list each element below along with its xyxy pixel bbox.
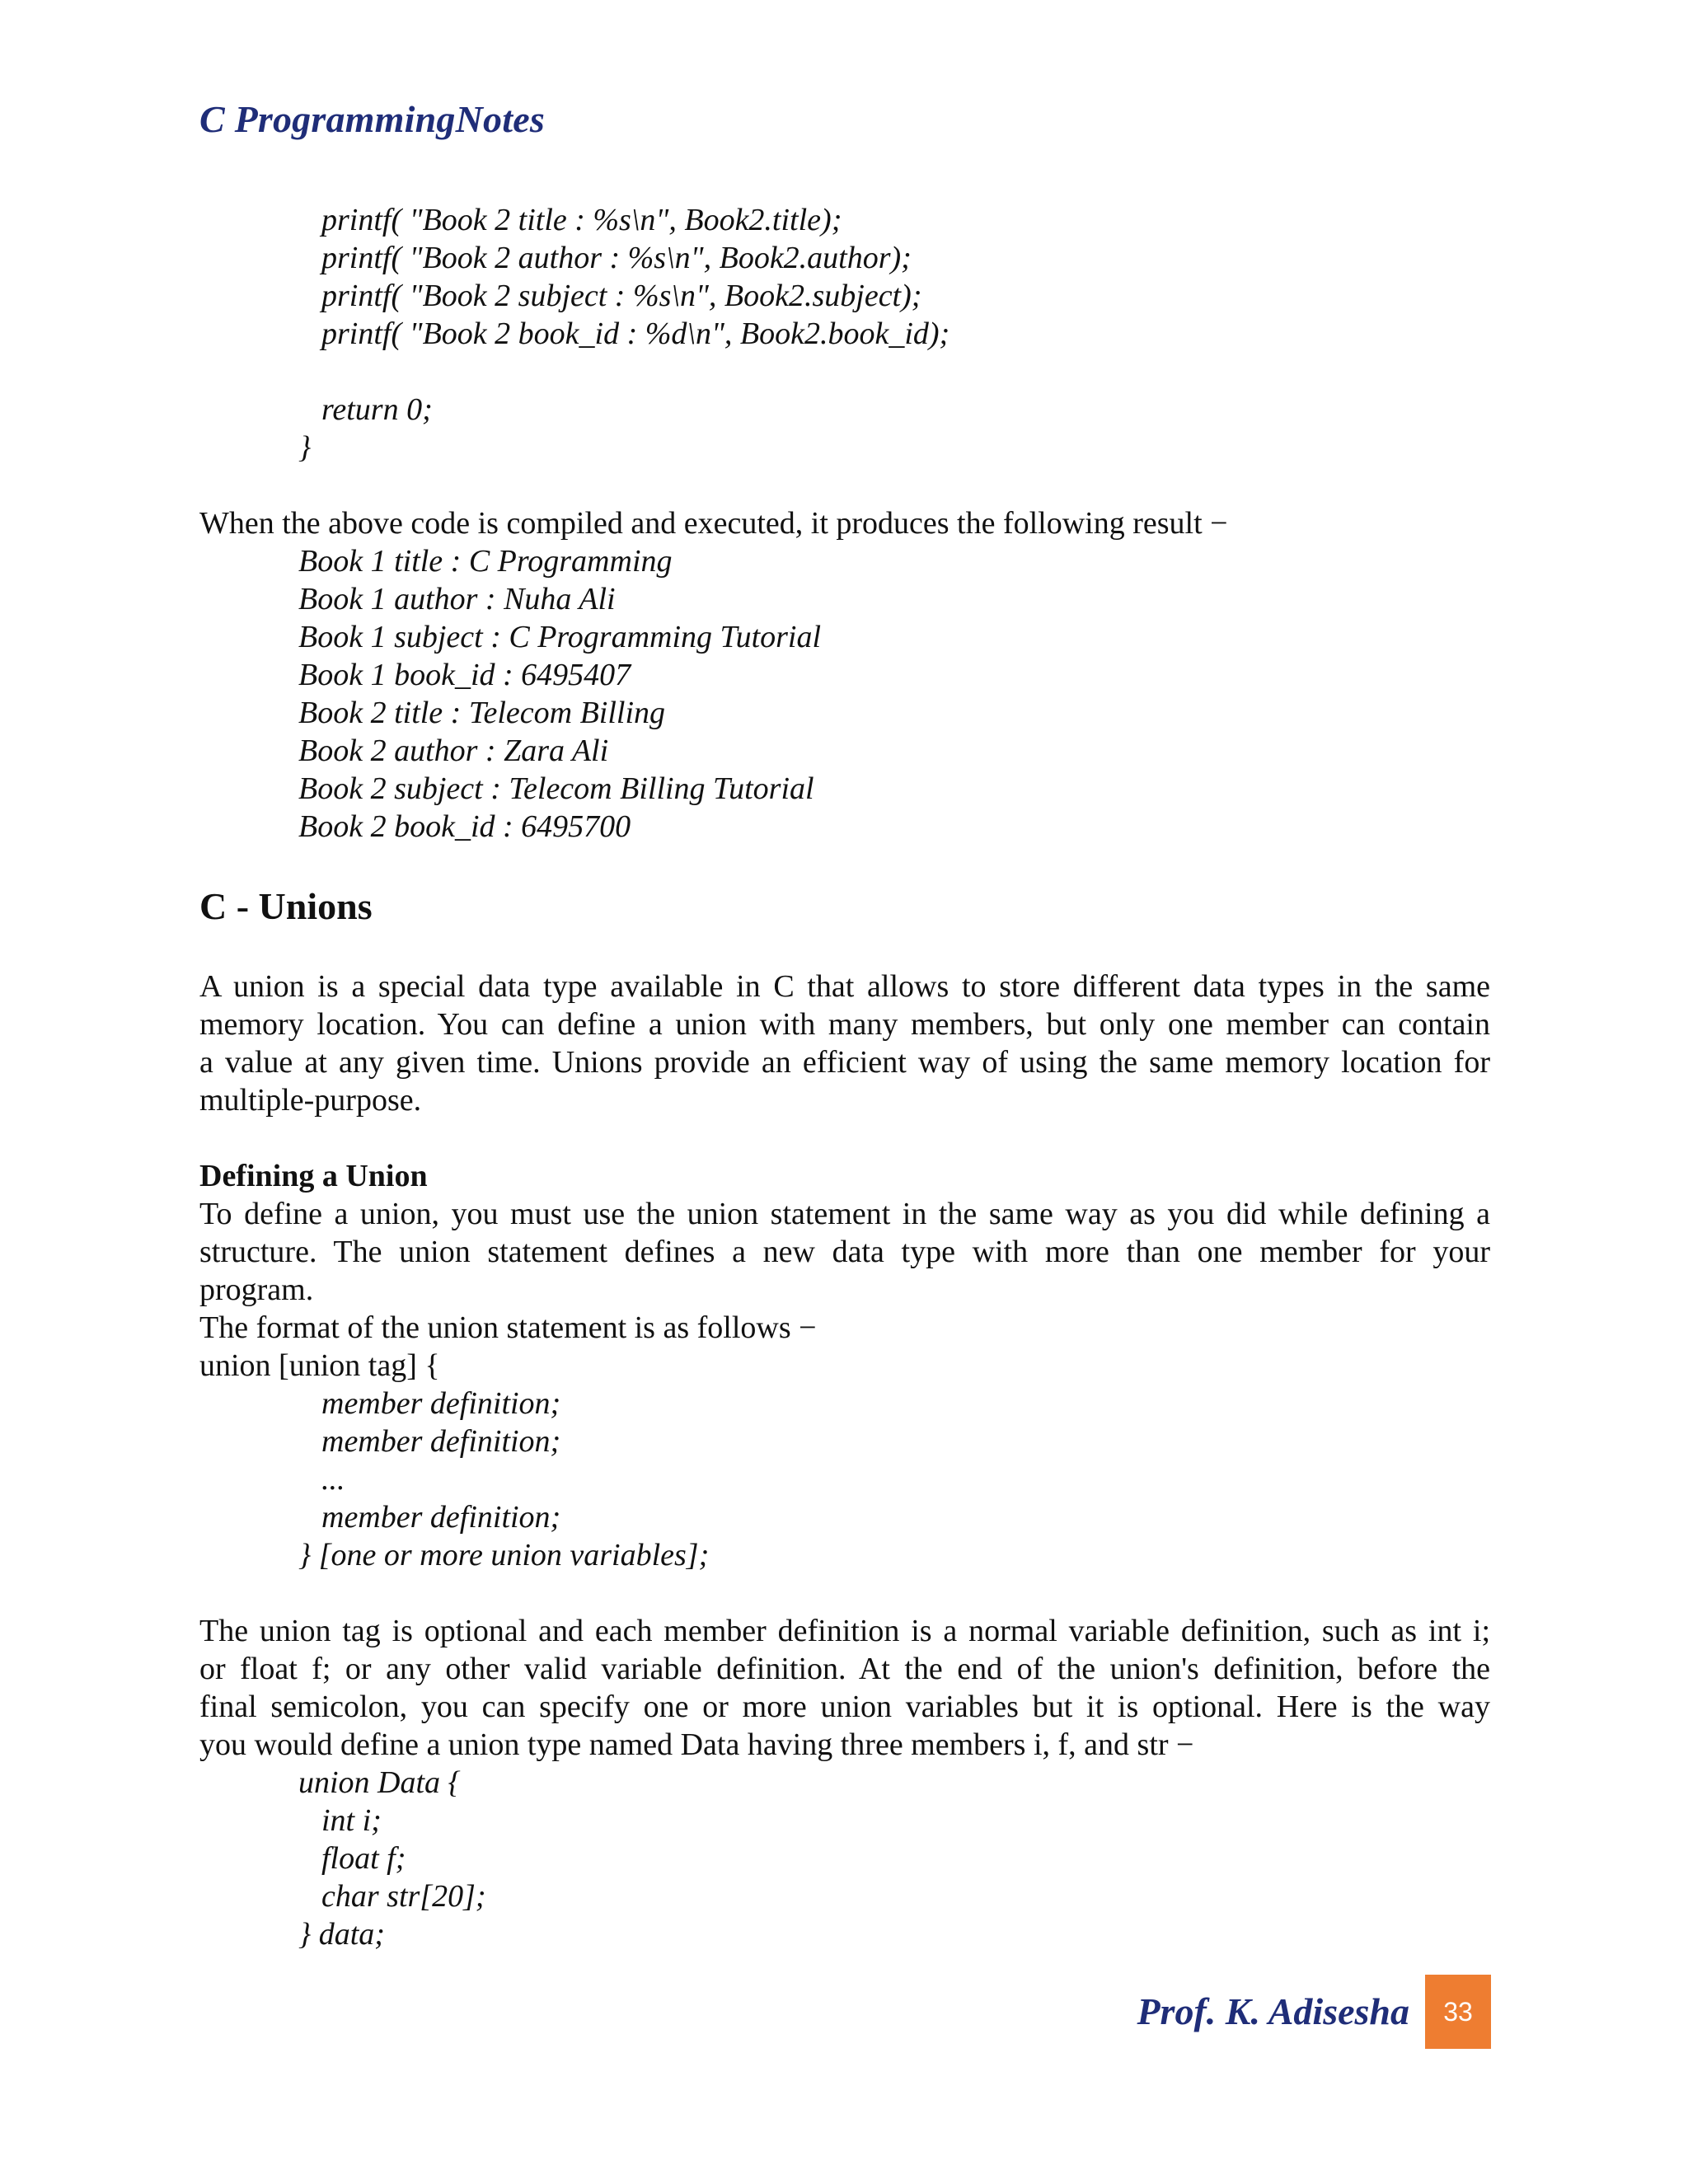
output-line: Book 1 title : C Programming (298, 544, 673, 579)
paragraph-line: or float f; or any other valid variable definition. At the end of the union's definition, before the (199, 1652, 1490, 1686)
code-line: printf( "Book 2 author : %s\n", Book2.author); (321, 241, 912, 275)
paragraph-line: structure. The union statement defines a new data type with more than one member for your (199, 1235, 1490, 1269)
example-code-line: char str[20]; (321, 1879, 486, 1914)
code-line: printf( "Book 2 subject : %s\n", Book2.subject); (321, 279, 922, 313)
paragraph-line: final semicolon, you can specify one or more union variables but it is optional. Here is the way (199, 1690, 1490, 1724)
footer-author: Prof. K. Adisesha (1137, 1990, 1409, 2032)
output-line: Book 1 subject : C Programming Tutorial (298, 620, 822, 654)
format-intro: The format of the union statement is as follows − (199, 1310, 817, 1345)
page-number-badge (1425, 1975, 1491, 2049)
output-line: Book 2 subject : Telecom Billing Tutorial (298, 771, 814, 806)
example-code-line: } data; (298, 1917, 385, 1952)
example-code-line: float f; (321, 1841, 406, 1876)
syntax-line: union [union tag] { (199, 1348, 440, 1383)
output-line: Book 1 author : Nuha Ali (298, 582, 616, 616)
output-line: Book 1 book_id : 6495407 (298, 658, 631, 692)
syntax-line: member definition; (321, 1424, 561, 1459)
example-code-line: int i; (321, 1803, 382, 1838)
output-line: Book 2 title : Telecom Billing (298, 696, 666, 730)
subheading: Defining a Union (199, 1159, 428, 1193)
syntax-line: } [one or more union variables]; (298, 1538, 710, 1572)
output-line: Book 2 author : Zara Ali (298, 733, 609, 768)
section-title: C - Unions (199, 885, 373, 927)
paragraph-line: A union is a special data type available in C that allows to store different data types in the same (199, 969, 1490, 1004)
page-number: 33 (1443, 1996, 1473, 2027)
code-line: printf( "Book 2 title : %s\n", Book2.title); (321, 203, 842, 237)
running-header: C ProgrammingNotes (199, 98, 545, 140)
paragraph-line: The union tag is optional and each member definition is a normal variable definition, such as int i; (199, 1614, 1490, 1648)
syntax-line: ... (321, 1462, 345, 1497)
code-line: printf( "Book 2 book_id : %d\n", Book2.book_id); (321, 316, 950, 351)
result-intro: When the above code is compiled and executed, it produces the following result − (199, 506, 1228, 541)
syntax-line: member definition; (321, 1500, 561, 1535)
code-line: } (298, 430, 312, 465)
output-line: Book 2 book_id : 6495700 (298, 809, 631, 844)
paragraph-line: memory location. You can define a union with many members, but only one member can contain (199, 1007, 1490, 1042)
paragraph-line: a value at any given time. Unions provide an efficient way of using the same memory location for (199, 1045, 1490, 1080)
syntax-line: member definition; (321, 1386, 561, 1421)
paragraph-line: multiple-purpose. (199, 1083, 422, 1118)
paragraph-line: you would define a union type named Data having three members i, f, and str − (199, 1727, 1194, 1762)
example-code-line: union Data { (298, 1765, 461, 1800)
paragraph-line: To define a union, you must use the union statement in the same way as you did while defining a (199, 1197, 1490, 1231)
paragraph-line: program. (199, 1272, 314, 1307)
code-line: return 0; (321, 392, 433, 427)
